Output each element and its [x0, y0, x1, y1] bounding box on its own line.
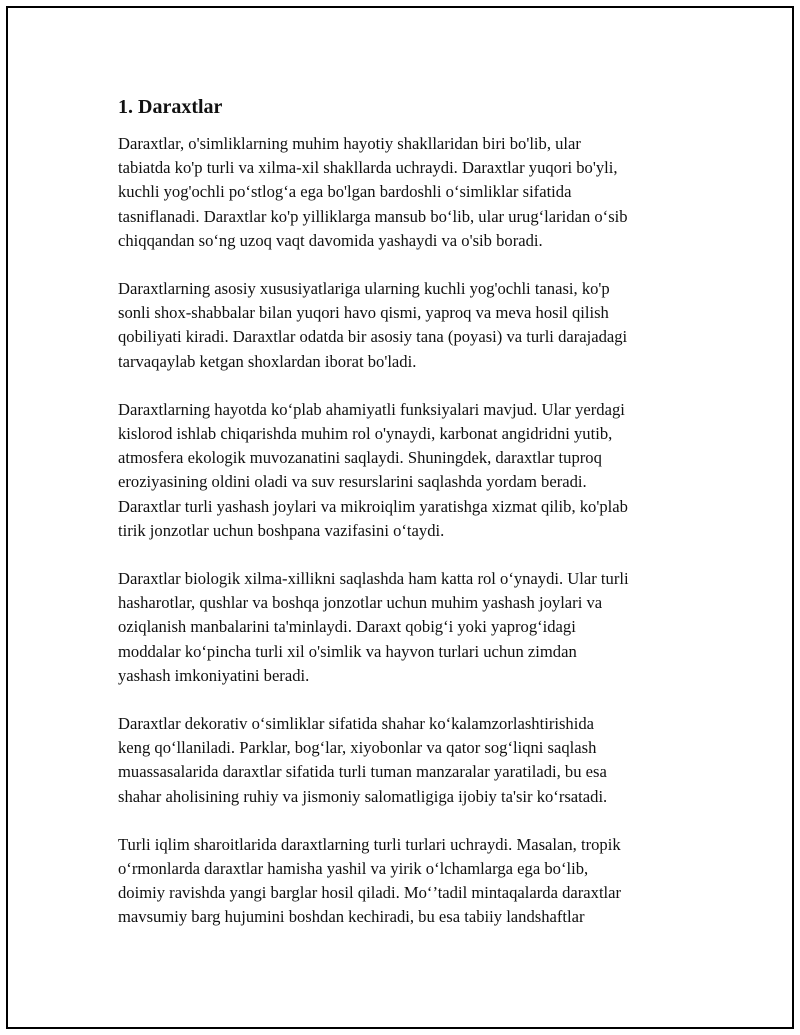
paragraph-line: mavsumiy barg hujumini boshdan kechiradi, bu esa tabiiy landshaftlar: [118, 907, 585, 927]
paragraph-3: [118, 398, 698, 543]
paragraph-line: hasharotlar, qushlar va boshqa jonzotlar uchun muhim yashash joylari va: [118, 593, 603, 613]
paragraph-line: muassasalarida daraxtlar sifatida turli tuman manzaralar yaratiladi, bu esa: [118, 762, 607, 782]
paragraph-line: chiqqandan so‘ng uzoq vaqt davomida yashaydi va o'sib boradi.: [118, 230, 543, 250]
paragraph-line: Daraxtlar turli yashash joylari va mikroiqlim yaratishga xizmat qilib, ko'plab: [118, 496, 628, 516]
paragraph-line: keng qo‘llaniladi. Parklar, bog‘lar, xiyobonlar va qator sog‘liqni saqlash: [118, 738, 597, 758]
paragraph-line: atmosfera ekologik muvozanatini saqlaydi. Shuningdek, daraxtlar tuproq: [118, 448, 602, 468]
paragraph-line: kuchli yog'ochli po‘stlog‘a ega bo'lgan bardoshli o‘simliklar sifatida: [118, 182, 572, 202]
paragraph-5: [118, 712, 698, 809]
paragraph-line: Daraxtlarning asosiy xususiyatlariga ularning kuchli yog'ochli tanasi, ko'p: [118, 279, 610, 299]
paragraph-line: doimiy ravishda yangi barglar hosil qiladi. Mo‘’tadil mintaqalarda daraxtlar: [118, 883, 622, 903]
paragraph-line: Daraxtlar biologik xilma-xillikni saqlashda ham katta rol o‘ynaydi. Ular turli: [118, 569, 629, 589]
paragraph-line: Daraxtlar, o'simliklarning muhim hayotiy shakllaridan biri bo'lib, ular: [118, 134, 581, 153]
paragraph-line: shahar aholisining ruhiy va jismoniy salomatligiga ijobiy ta'sir ko‘rsatadi.: [118, 786, 608, 806]
paragraph-line: yashash imkoniyatini beradi.: [118, 665, 310, 685]
paragraph-line: qobiliyati kiradi. Daraxtlar odatda bir asosiy tana (poyasi) va turli darajadagi: [118, 327, 628, 347]
paragraph-6: [118, 833, 698, 930]
paragraph-line: Daraxtlar dekorativ o‘simliklar sifatida shahar ko‘kalamzorlashtirishida: [118, 714, 594, 734]
paragraph-1: [118, 132, 698, 253]
paragraph-line: kislorod ishlab chiqarishda muhim rol o'ynaydi, karbonat angidridni yutib,: [118, 424, 613, 444]
paragraph-line: tabiatda ko'p turli va xilma-xil shakllarda uchraydi. Daraxtlar yuqori bo'yli,: [118, 158, 618, 178]
paragraph-line: tirik jonzotlar uchun boshpana vazifasini o‘taydi.: [118, 520, 445, 540]
document-body: [118, 94, 698, 954]
paragraph-line: sonli shox-shabbalar bilan yuqori havo qismi, yaproq va meva hosil qilish: [118, 303, 609, 323]
paragraph-line: o‘rmonlarda daraxtlar hamisha yashil va yirik o‘lchamlarga ega bo‘lib,: [118, 859, 589, 879]
paragraph-line: eroziyasining oldini oladi va suv resurslarini saqlashda yordam beradi.: [118, 472, 587, 492]
paragraph-4: [118, 567, 698, 688]
paragraph-2: [118, 277, 698, 374]
paragraph-line: tasniflanadi. Daraxtlar ko'p yilliklarga mansub bo‘lib, ular urug‘laridan o‘sib: [118, 206, 628, 226]
paragraph-line: tarvaqaylab ketgan shoxlardan iborat bo'ladi.: [118, 351, 417, 371]
paragraph-line: oziqlanish manbalarini ta'minlaydi. Daraxt qobig‘i yoki yaprog‘idagi: [118, 617, 576, 637]
paragraph-line: Turli iqlim sharoitlarida daraxtlarning turli turlari uchraydi. Masalan, tropik: [118, 834, 621, 854]
section-heading: 1. Daraxtlar: [118, 96, 223, 118]
paragraph-line: moddalar ko‘pincha turli xil o'simlik va hayvon turlari uchun zimdan: [118, 641, 577, 661]
paragraph-line: Daraxtlarning hayotda ko‘plab ahamiyatli funksiyalari mavjud. Ular yerdagi: [118, 399, 625, 419]
